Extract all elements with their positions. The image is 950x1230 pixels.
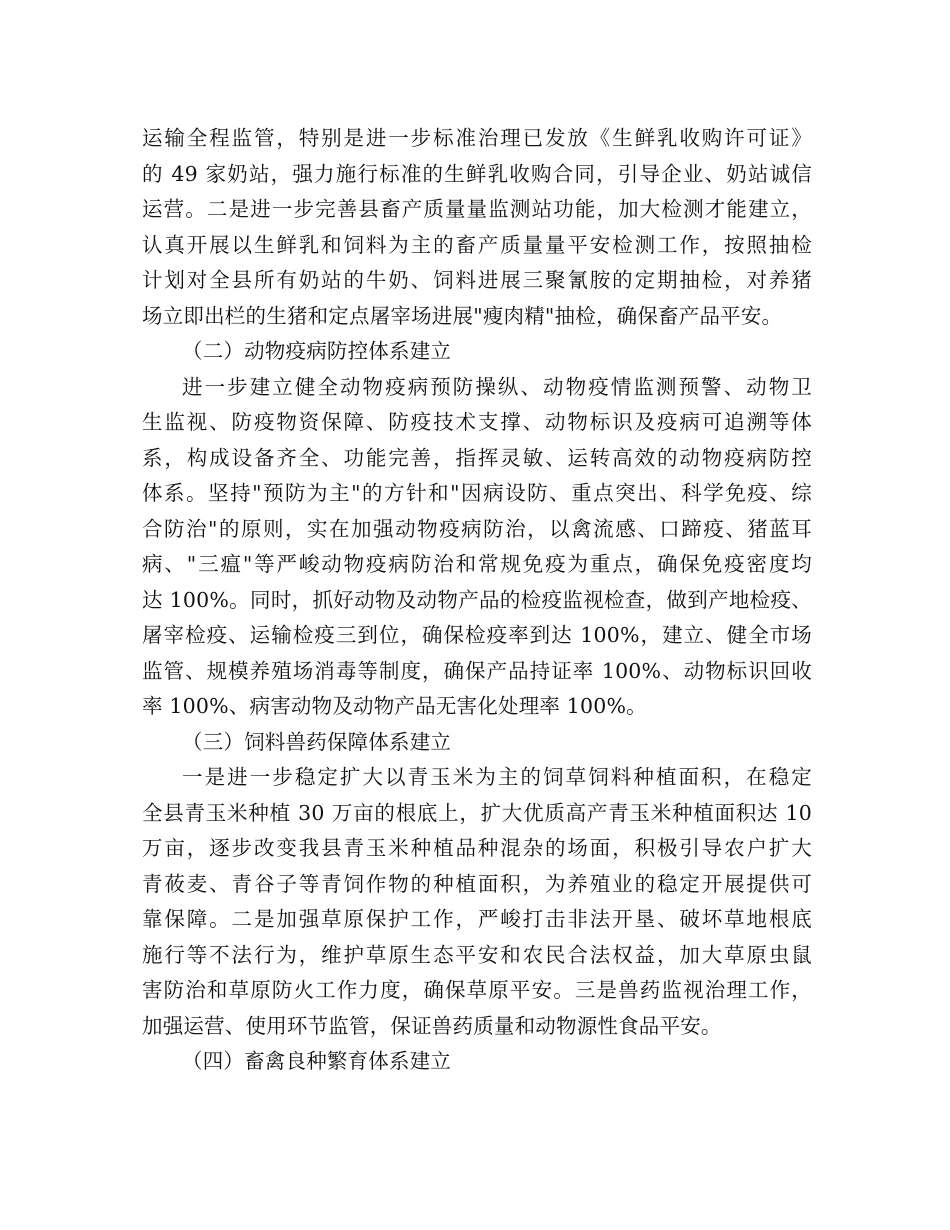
text-line: 加强运营、使用环节监管，保证兽药质量和动物源性食品平安。 (142, 1013, 722, 1038)
text-line: 监管、规模养殖场消毒等制度，确保产品持证率 100%、动物标识回收 (142, 658, 812, 683)
text-line: 合防治"的原则，实在加强动物疫病防治，以禽流感、口蹄疫、猪蓝耳 (142, 516, 812, 541)
text-line: 屠宰检疫、运输检疫三到位，确保检疫率到达 100%，建立、健全市场 (142, 623, 812, 647)
text-line: 计划对全县所有奶站的牛奶、饲料进展三聚氰胺的定期抽检，对养猪 (142, 268, 812, 292)
text-line: 运输全程监管，特别是进一步标准治理已发放《生鲜乳收购许可证》 (142, 126, 812, 150)
text-line: 场立即出栏的生猪和定点屠宰场进展"瘦肉精"抽检，确保畜产品平安。 (142, 303, 783, 328)
text-line: 万亩，逐步改变我县青玉米种植品种混杂的场面，积极引导农户扩大 (142, 836, 812, 860)
text-line: 认真开展以生鲜乳和饲料为主的畜产质量量平安检测工作，按照抽检 (142, 232, 812, 257)
text-line: 系，构成设备齐全、功能完善，指挥灵敏、运转高效的动物疫病防控 (142, 445, 812, 470)
section-heading-2: （二）动物疫病防控体系建立 (182, 339, 452, 363)
document-body (142, 121, 812, 1080)
section-heading-4: （四）畜禽良种繁育体系建立 (182, 1049, 452, 1073)
text-line: 害防治和草原防火工作力度，确保草原平安。三是兽药监视治理工作， (142, 978, 812, 1002)
text-line: 体系。坚持"预防为主"的方针和"因病设防、重点突出、科学免疫、综 (142, 481, 812, 505)
text-line: 生监视、防疫物资保障、防疫技术支撑、动物标识及疫病可追溯等体 (142, 410, 812, 434)
text-line: 的 49 家奶站，强力施行标准的生鲜乳收购合同，引导企业、奶站诚信 (142, 161, 812, 186)
text-line: 靠保障。二是加强草原保护工作，严峻打击非法开垦、破坏草地根底 (142, 907, 812, 931)
text-line: 青莜麦、青谷子等青饲作物的种植面积，为养殖业的稳定开展提供可 (142, 871, 812, 896)
text-line: 施行等不法行为，维护草原生态平安和农民合法权益，加大草原虫鼠 (142, 942, 812, 967)
text-line: 运营。二是进一步完善县畜产质量量监测站功能，加大检测才能建立， (142, 197, 812, 221)
text-line: 达 100%。同时，抓好动物及动物产品的检疫监视检查，做到产地检疫、 (142, 587, 812, 612)
section-heading-3: （三）饲料兽药保障体系建立 (182, 729, 452, 754)
text-line: 进一步建立健全动物疫病预防操纵、动物疫情监测预警、动物卫 (182, 374, 812, 399)
text-line: 一是进一步稳定扩大以青玉米为主的饲草饲料种植面积，在稳定 (182, 765, 812, 789)
text-line: 率 100%、病害动物及动物产品无害化处理率 100%。 (142, 694, 647, 718)
text-line: 病、"三瘟"等严峻动物疫病防治和常规免疫为重点，确保免疫密度均 (142, 552, 812, 576)
text-line: 全县青玉米种植 30 万亩的根底上，扩大优质高产青玉米种植面积达 10 (142, 800, 812, 825)
